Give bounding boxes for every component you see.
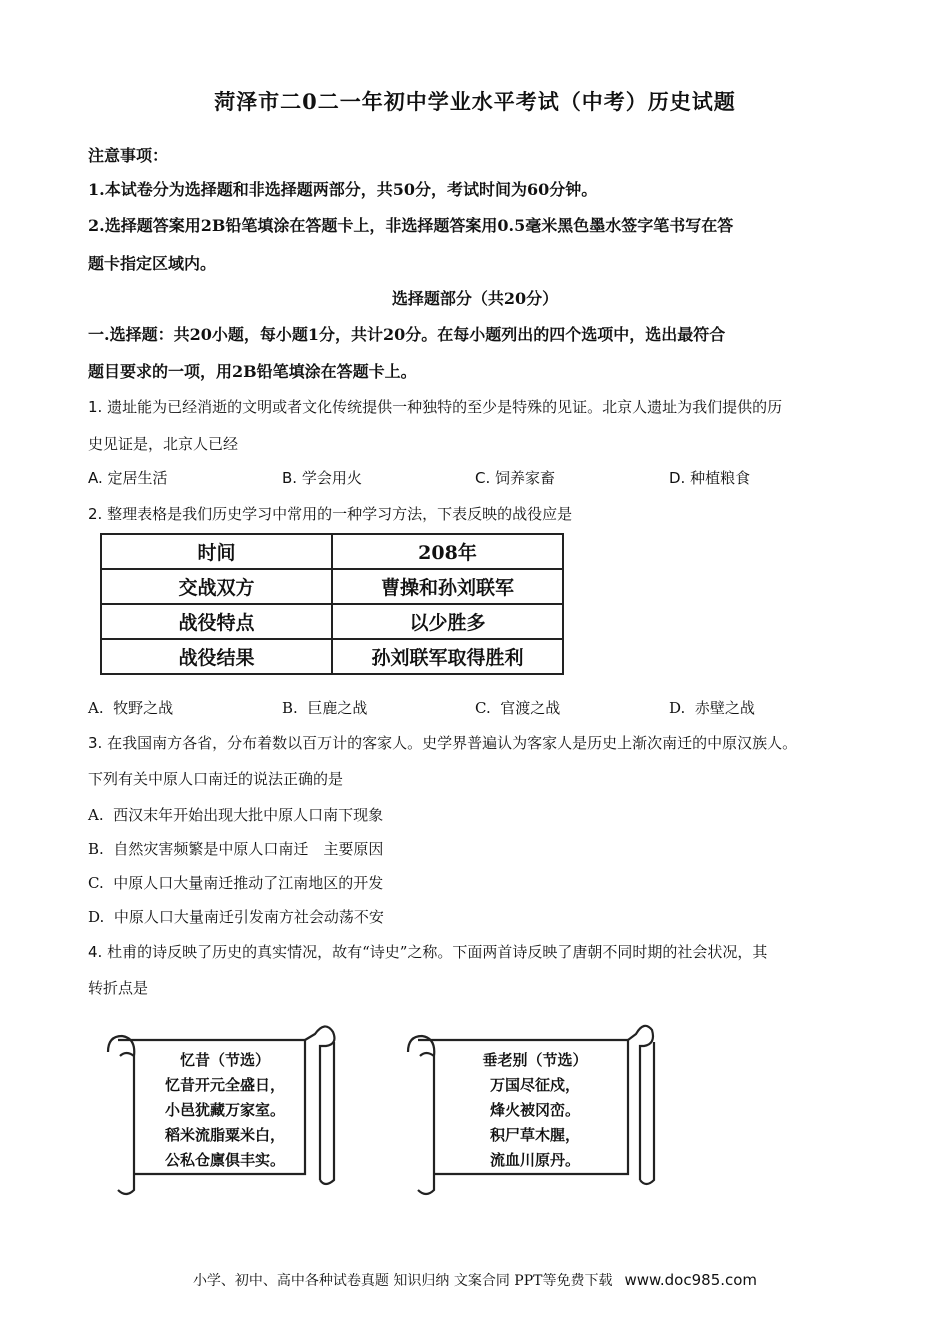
table-row <box>101 569 563 604</box>
q3-option-c: C. 中原人口大量南迁推动了江南地区的开发 <box>88 874 384 892</box>
poem-line: 忆昔开元全盛日， <box>164 1076 285 1094</box>
footer <box>0 1270 950 1290</box>
question-number: 3. <box>88 734 103 752</box>
question-number: 1. <box>88 398 103 416</box>
q2-option-c: C. 官渡之战 <box>475 699 561 717</box>
footer-text: 小学、初中、高中各种试卷真题 知识归纳 文案合同 PPT等免费下载 <box>192 1273 613 1289</box>
q3-option-b: B. 自然灾害频繁是中原人口南迁 主要原因 <box>88 840 384 858</box>
question-number: 2. <box>88 505 103 523</box>
question-text: 在我国南方各省，分布着数以百万计的客家人。史学界普遍认为客家人是历史上渐次南迁的中原汉族人。 <box>107 734 798 752</box>
poem-line: 烽火被冈峦。 <box>489 1101 580 1119</box>
question-text: 遗址能为已经消逝的文明或者文化传统提供一种独特的至少是特殊的见证。北京人遗址为我们提供的历 <box>107 398 783 416</box>
poem-line: 积尸草木腥， <box>489 1126 580 1144</box>
q1-option-d: D. 种植粮食 <box>669 469 751 487</box>
q2-option-d: D. 赤壁之战 <box>669 699 755 717</box>
table-cell: 交战双方 <box>101 569 332 604</box>
poem-line: 公私仓廪俱丰实。 <box>164 1151 285 1169</box>
poem-line: 流血川原丹。 <box>489 1151 580 1169</box>
table-cell: 时间 <box>101 534 332 569</box>
q3-option-a: A. 西汉末年开始出现大批中原人口南下现象 <box>88 806 384 824</box>
poem-1 <box>140 1048 310 1173</box>
section-intro-cont: 题目要求的一项，用2B铅笔填涂在答题卡上。 <box>88 362 417 381</box>
question-3-cont: 下列有关中原人口南迁的说法正确的是 <box>88 770 344 788</box>
question-4-cont: 转折点是 <box>88 979 149 997</box>
page-title: 菏泽市二0二一年初中学业水平考试（中考）历史试题 <box>214 89 736 114</box>
notice-heading: 注意事项： <box>88 146 169 165</box>
question-2 <box>88 503 572 524</box>
poem-title: 垂老别（节选） <box>482 1051 588 1069</box>
footer-link[interactable]: www.doc985.com <box>624 1271 758 1289</box>
table-cell: 以少胜多 <box>332 604 563 639</box>
q3-option-d: D. 中原人口大量南迁引发南方社会动荡不安 <box>88 908 384 926</box>
q1-option-b: B. 学会用火 <box>282 469 362 487</box>
poem-title: 忆昔（节选） <box>179 1051 270 1069</box>
question-text: 杜甫的诗反映了历史的真实情况，故有“诗史”之称。下面两首诗反映了唐朝不同时期的社会状况，其 <box>107 943 768 961</box>
question-text: 整理表格是我们历史学习中常用的一种学习方法，下表反映的战役应是 <box>107 505 573 523</box>
notice-line-2: 2.选择题答案用2B铅笔填涂在答题卡上，非选择题答案用0.5毫米黑色墨水签字笔书写在答 <box>88 216 734 235</box>
q2-option-a: A. 牧野之战 <box>88 699 174 717</box>
table-row <box>101 639 563 674</box>
poem-2 <box>450 1048 620 1173</box>
question-1-cont: 史见证是，北京人已经 <box>88 435 239 453</box>
table-cell: 战役特点 <box>101 604 332 639</box>
section-heading: 选择题部分（共20分） <box>391 289 559 308</box>
table-row <box>101 604 563 639</box>
table-cell: 孙刘联军取得胜利 <box>332 639 563 674</box>
question-number: 4. <box>88 943 103 961</box>
table-cell: 208年 <box>332 534 563 569</box>
table-cell: 战役结果 <box>101 639 332 674</box>
table-cell: 曹操和孙刘联军 <box>332 569 563 604</box>
notice-line-2-cont: 题卡指定区域内。 <box>88 254 217 273</box>
q2-option-b: B. 巨鹿之战 <box>282 699 368 717</box>
poem-line: 万国尽征戍， <box>489 1076 580 1094</box>
question-4 <box>88 941 767 962</box>
battle-table <box>100 533 564 675</box>
poem-line: 小邑犹藏万家室。 <box>164 1101 285 1119</box>
table-row <box>101 534 563 569</box>
poem-line: 稻米流脂粟米白， <box>164 1126 285 1144</box>
question-3 <box>88 732 797 753</box>
question-1 <box>88 396 782 417</box>
section-intro: 一.选择题：共20小题，每小题1分，共计20分。在每小题列出的四个选项中，选出最符合 <box>88 325 726 344</box>
q1-option-a: A. 定居生活 <box>88 469 168 487</box>
q1-option-c: C. 饲养家畜 <box>475 469 556 487</box>
notice-line-1: 1.本试卷分为选择题和非选择题两部分，共50分，考试时间为60分钟。 <box>88 180 598 199</box>
